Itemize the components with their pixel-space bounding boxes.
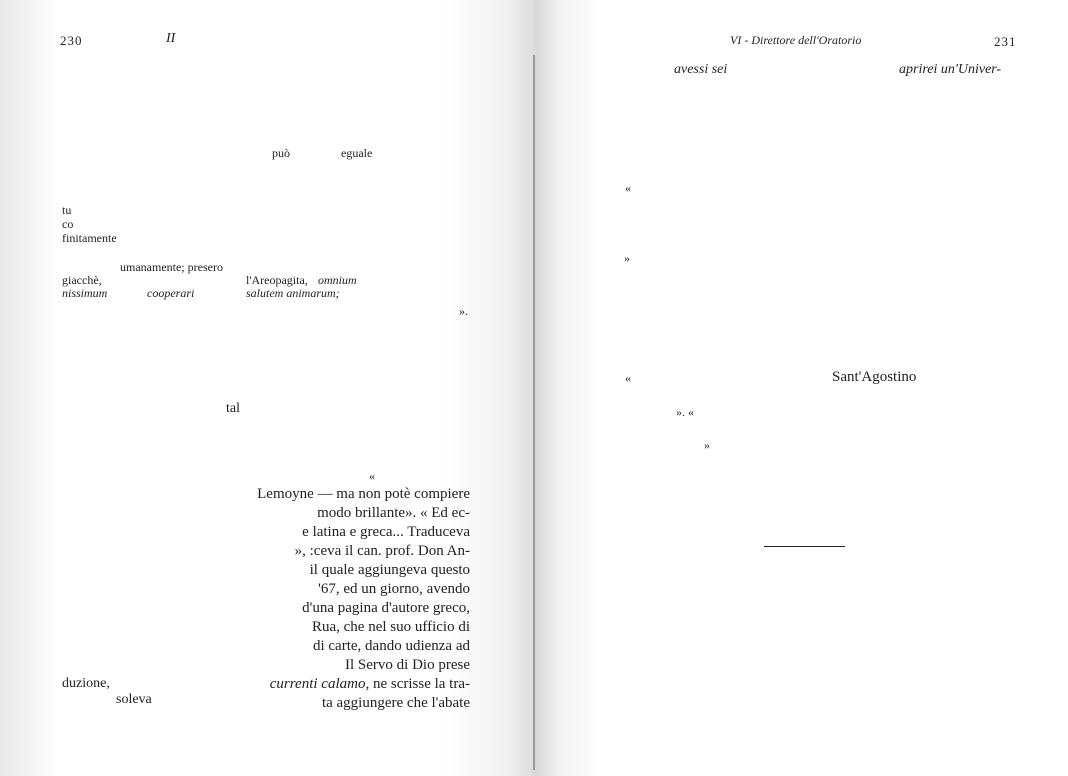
right-page [535, 0, 1068, 776]
text-fragment: » [704, 438, 710, 452]
paragraph-line: », :ceva il can. prof. Don An- [294, 543, 470, 559]
page-number-left: 230 [60, 33, 83, 48]
paragraph-line: modo brillante». « Ed ec- [317, 505, 470, 521]
text-fragment: nissimum [62, 286, 108, 300]
text-fragment: co [62, 217, 74, 231]
text-fragment: « [625, 181, 631, 195]
text-fragment: » [624, 251, 630, 265]
text-fragment: avessi sei [674, 62, 728, 77]
paragraph-line: Il Servo di Dio prese [345, 657, 470, 673]
text-fragment: tu [62, 203, 72, 217]
paragraph-line: Lemoyne — ma non potè compiere [257, 486, 470, 502]
text-fragment: tal [226, 401, 240, 416]
paragraph-line [270, 677, 470, 692]
paragraph-line: d'una pagina d'autore greco, [302, 600, 470, 616]
paragraph-line: di carte, dando udienza ad [312, 638, 470, 654]
text-fragment: può [272, 146, 290, 160]
text-fragment: « [369, 469, 375, 483]
paragraph-line: Rua, che nel suo ufficio di [311, 619, 470, 635]
text-fragment: eguale [341, 146, 373, 160]
page-number-right: 231 [994, 34, 1017, 49]
text-fragment: ». [459, 304, 468, 318]
italic-phrase: currenti calamo, [269, 676, 370, 692]
text-fragment: soleva [116, 692, 152, 707]
text-fragment: finitamente [62, 231, 117, 245]
section-rule [764, 546, 845, 547]
text-fragment: salutem animarum; [246, 286, 340, 300]
text-fragment: cooperari [147, 286, 195, 300]
text-fragment: Sant'Agostino [832, 369, 917, 385]
text-fragment: ». « [676, 405, 694, 419]
text-fragment: duzione, [62, 676, 110, 691]
text-fragment: omnium [318, 273, 357, 287]
running-head-right: VI - Direttore dell'Oratorio [730, 33, 862, 47]
paragraph-line: '67, ed un giorno, avendo [318, 581, 470, 597]
text-fragment: umanamente; presero [120, 260, 223, 274]
line-rest: ne scrisse la tra- [369, 676, 470, 692]
text-fragment: giacchè, [62, 273, 102, 287]
text-fragment: « [625, 371, 631, 385]
text-fragment: l'Areopagita, [246, 273, 308, 287]
running-head-left: II [166, 31, 176, 46]
text-fragment: aprirei un'Univer- [899, 62, 1002, 77]
paragraph-line: il quale aggiungeva questo [309, 562, 470, 578]
paragraph-line: ta aggiungere che l'abate [321, 695, 470, 711]
paragraph-line: e latina e greca... Traduceva [302, 524, 470, 540]
